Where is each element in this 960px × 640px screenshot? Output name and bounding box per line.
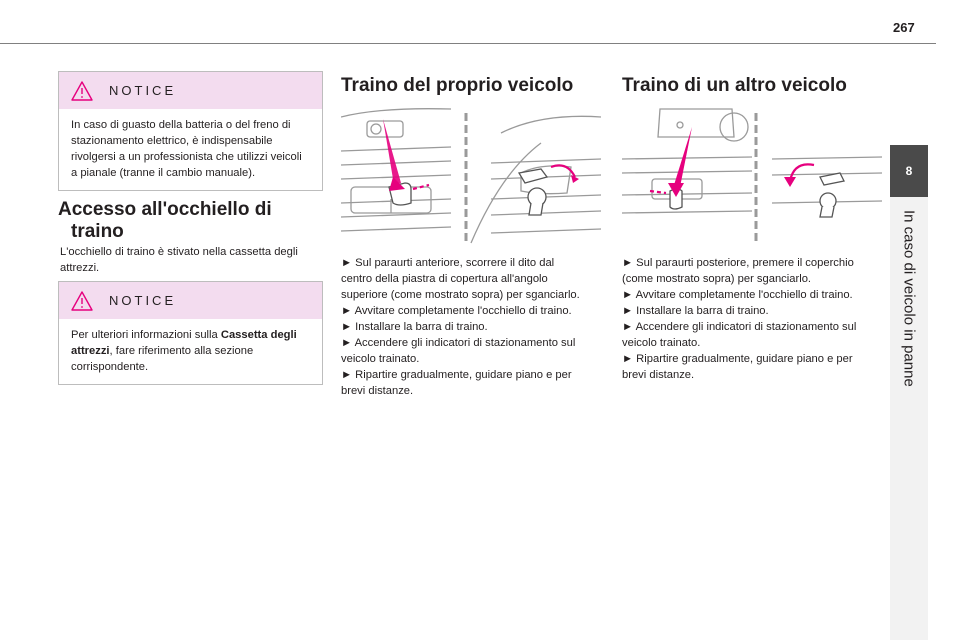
chapter-tab[interactable]: 8	[890, 145, 928, 197]
instruction-line: veicolo trainato.	[341, 353, 420, 365]
front-bumper-illustration	[341, 103, 601, 247]
instruction-line: ► Ripartire gradualmente, guidare piano e per	[341, 369, 572, 381]
instruction-line: ► Avvitare completamente l'occhiello di traino.	[622, 289, 853, 301]
heading-line-1: Accesso all'occhiello di	[58, 199, 272, 220]
notice-title: NOTICE	[109, 83, 177, 98]
notice-title: NOTICE	[109, 293, 177, 308]
section-heading-other-vehicle: Traino di un altro veicolo	[622, 75, 847, 96]
rear-bumper-illustration	[622, 103, 882, 247]
page-number: 267	[893, 20, 915, 35]
notice-text-start: Per ulteriori informazioni sulla	[71, 329, 221, 341]
notice-header	[59, 282, 322, 319]
instruction-line: (come mostrato sopra) per sganciarlo.	[622, 273, 812, 285]
instruction-line: centro della piastra di copertura all'angolo	[341, 273, 548, 285]
instruction-line: ► Avvitare completamente l'occhiello di traino.	[341, 305, 572, 317]
header-rule	[0, 43, 936, 44]
instruction-line: superiore (come mostrato sopra) per sganciarlo.	[341, 289, 580, 301]
other-vehicle-instructions	[622, 255, 887, 383]
instruction-line: ► Accendere gli indicatori di stazionamento sul	[622, 321, 857, 333]
instruction-line: ► Accendere gli indicatori di stazionamento sul	[341, 337, 576, 349]
warning-triangle-icon	[71, 291, 93, 311]
notice-box-toolbox	[58, 281, 323, 385]
notice-box-battery	[58, 71, 323, 191]
instruction-line: ► Sul paraurti posteriore, premere il coperchio	[622, 257, 854, 269]
own-vehicle-instructions	[341, 255, 606, 399]
instruction-line: ► Sul paraurti anteriore, scorrere il dito dal	[341, 257, 555, 269]
notice-text-end: , fare riferimento alla sezione corrispondente.	[71, 345, 254, 373]
chapter-title: In caso di veicolo in panne	[900, 210, 918, 387]
instruction-line: ► Installare la barra di traino.	[341, 321, 488, 333]
instruction-line: brevi distanze.	[622, 369, 695, 381]
notice-text	[59, 319, 322, 384]
access-paragraph: L'occhiello di traino è stivato nella cassetta degli attrezzi.	[60, 246, 298, 274]
notice-text: In caso di guasto della batteria o del freno di stazionamento elettrico, è indispensabile rivolgersi a un professionista che utilizzi veicoli a pianale (tranne il cambio manuale).	[71, 119, 302, 179]
toolbox-reference: Cassetta degli attrezzi	[71, 329, 297, 357]
instruction-line: brevi distanze.	[341, 385, 414, 397]
notice-header	[59, 72, 322, 109]
heading-line-2: traino	[71, 221, 124, 242]
instruction-line: ► Ripartire gradualmente, guidare piano e per	[622, 353, 853, 365]
instruction-line: veicolo trainato.	[622, 337, 701, 349]
section-heading-access	[58, 199, 328, 243]
instruction-line: ► Installare la barra di traino.	[622, 305, 769, 317]
section-heading-own-vehicle: Traino del proprio veicolo	[341, 75, 574, 96]
warning-triangle-icon	[71, 81, 93, 101]
